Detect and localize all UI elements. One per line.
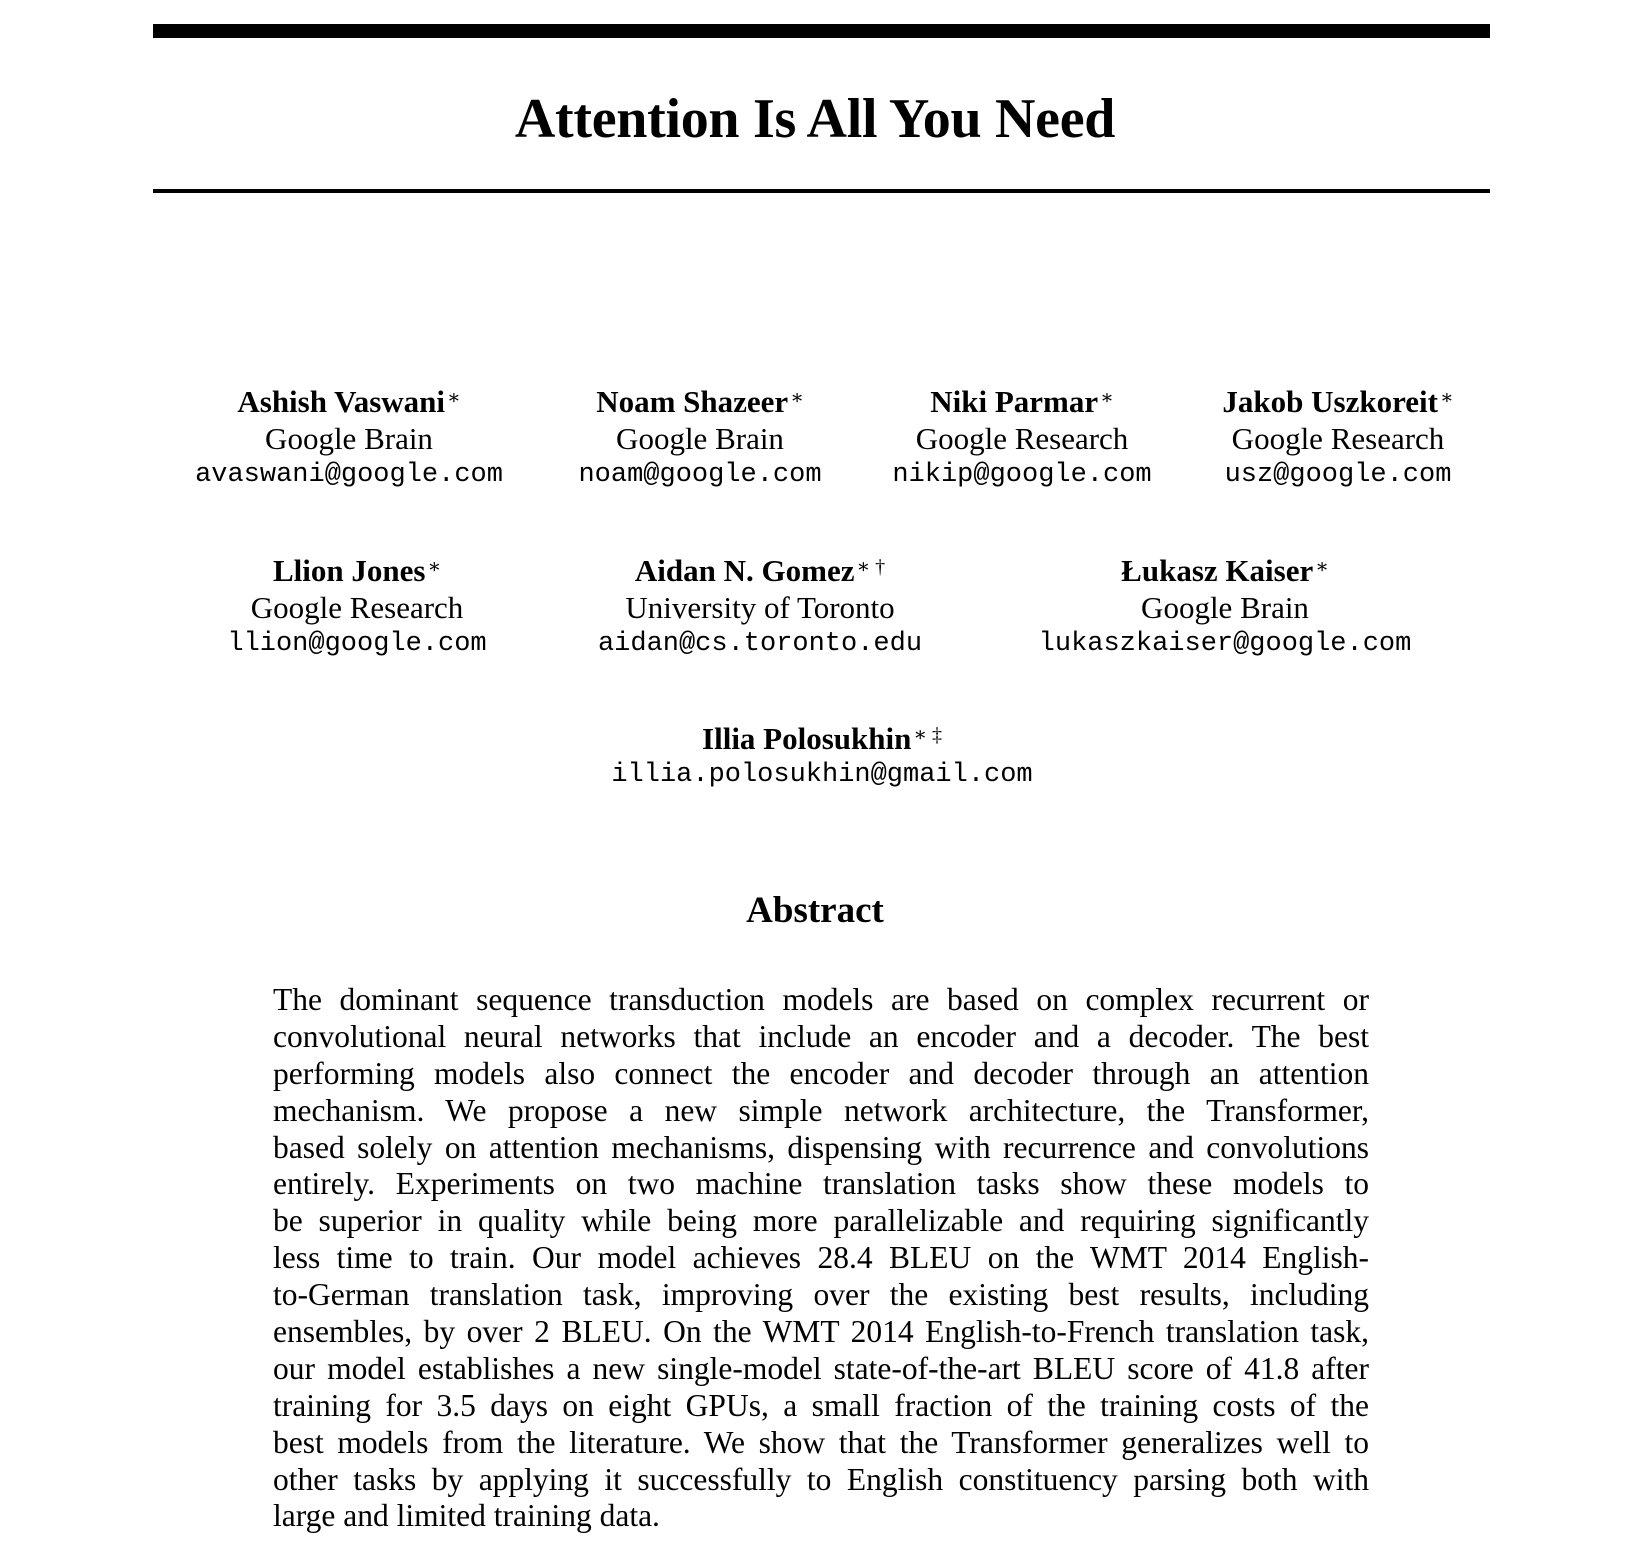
author-block-jones [227,552,486,663]
author-block-gomez [598,552,922,663]
abstract-line: convolutional neural networks that include an encoder and a decoder. The best [273,1018,1369,1054]
author-email[interactable]: avaswani@google.com [195,460,503,490]
author-name: Niki Parmar ∗ [930,384,1114,419]
author-block-shazeer [578,383,821,494]
abstract-heading: Abstract [746,890,884,931]
author-block-polosukhin [611,720,1032,794]
author-block-kaiser [1039,552,1412,663]
abstract-line: performing models also connect the encoder and decoder through an attention [273,1055,1369,1091]
title-bottom-rule [153,189,1490,193]
title-top-rule [153,24,1490,38]
author-marks: ∗ [1100,387,1114,409]
abstract-line: entirely. Experiments on two machine translation tasks show these models to [273,1166,1369,1202]
abstract-body [273,982,1369,1535]
author-name: Aidan N. Gomez ∗ † [634,553,886,588]
author-name: Noam Shazeer ∗ [596,384,804,419]
author-name: Illia Polosukhin ∗ ‡ [702,721,942,756]
author-marks: ∗ † [856,556,886,578]
abstract-line: to-German translation task, improving over the existing best results, including [273,1277,1369,1313]
abstract-line: mechanism. We propose a new simple network architecture, the Transformer, [273,1092,1369,1128]
author-email[interactable]: illia.polosukhin@gmail.com [611,760,1033,790]
abstract-line: best models from the literature. We show that the Transformer generalizes well to [273,1424,1369,1460]
author-email[interactable]: llion@google.com [227,629,487,659]
author-block-vaswani [195,383,503,494]
author-affiliation: Google Research [250,590,464,625]
abstract-line: be superior in quality while being more parallelizable and requiring significantly [273,1203,1369,1239]
author-marks: ∗ [427,556,442,578]
author-marks: ∗ [447,387,461,409]
abstract-line: The dominant sequence transduction models are based on complex recurrent or [273,982,1369,1017]
author-name: Jakob Uszkoreit ∗ [1222,384,1454,419]
author-affiliation: Google Brain [616,421,784,456]
abstract-line: based solely on attention mechanisms, dispensing with recurrence and convolutions [273,1129,1369,1165]
abstract-line: less time to train. Our model achieves 28.4 BLEU on the WMT 2014 English- [273,1240,1369,1276]
author-block-parmar [892,383,1151,494]
author-affiliation: Google Research [915,421,1129,456]
author-name: Ashish Vaswani ∗ [237,384,461,419]
author-affiliation: Google Brain [265,421,433,456]
author-name: Łukasz Kaiser ∗ [1121,553,1329,588]
author-email[interactable]: lukaszkaiser@google.com [1038,629,1412,659]
abstract-line: training for 3.5 days on eight GPUs, a small fraction of the training costs of the [273,1387,1369,1423]
author-block-uszkoreit [1222,383,1453,494]
author-affiliation: University of Toronto [625,590,895,625]
author-email[interactable]: nikip@google.com [892,460,1152,490]
author-email[interactable]: noam@google.com [578,460,822,490]
author-name: Llion Jones ∗ [272,553,442,588]
author-affiliation: Google Research [1231,421,1445,456]
abstract-line: our model establishes a new single-model state-of-the-art BLEU score of 41.8 after [273,1350,1369,1386]
abstract-line: ensembles, by over 2 BLEU. On the WMT 2014 English-to-French translation task, [273,1314,1369,1350]
abstract-line: other tasks by applying it successfully to English constituency parsing both with [273,1461,1369,1497]
author-marks: ∗ [1439,387,1454,409]
author-marks: ∗ [1315,556,1329,578]
abstract-line: large and limited training data. [273,1498,660,1534]
author-email[interactable]: aidan@cs.toronto.edu [597,629,923,659]
paper-title: Attention Is All You Need [514,88,1116,150]
author-email[interactable]: usz@google.com [1224,460,1452,490]
author-affiliation: Google Brain [1141,590,1309,625]
author-marks: ∗ ‡ [913,724,942,746]
author-marks: ∗ [790,387,804,409]
